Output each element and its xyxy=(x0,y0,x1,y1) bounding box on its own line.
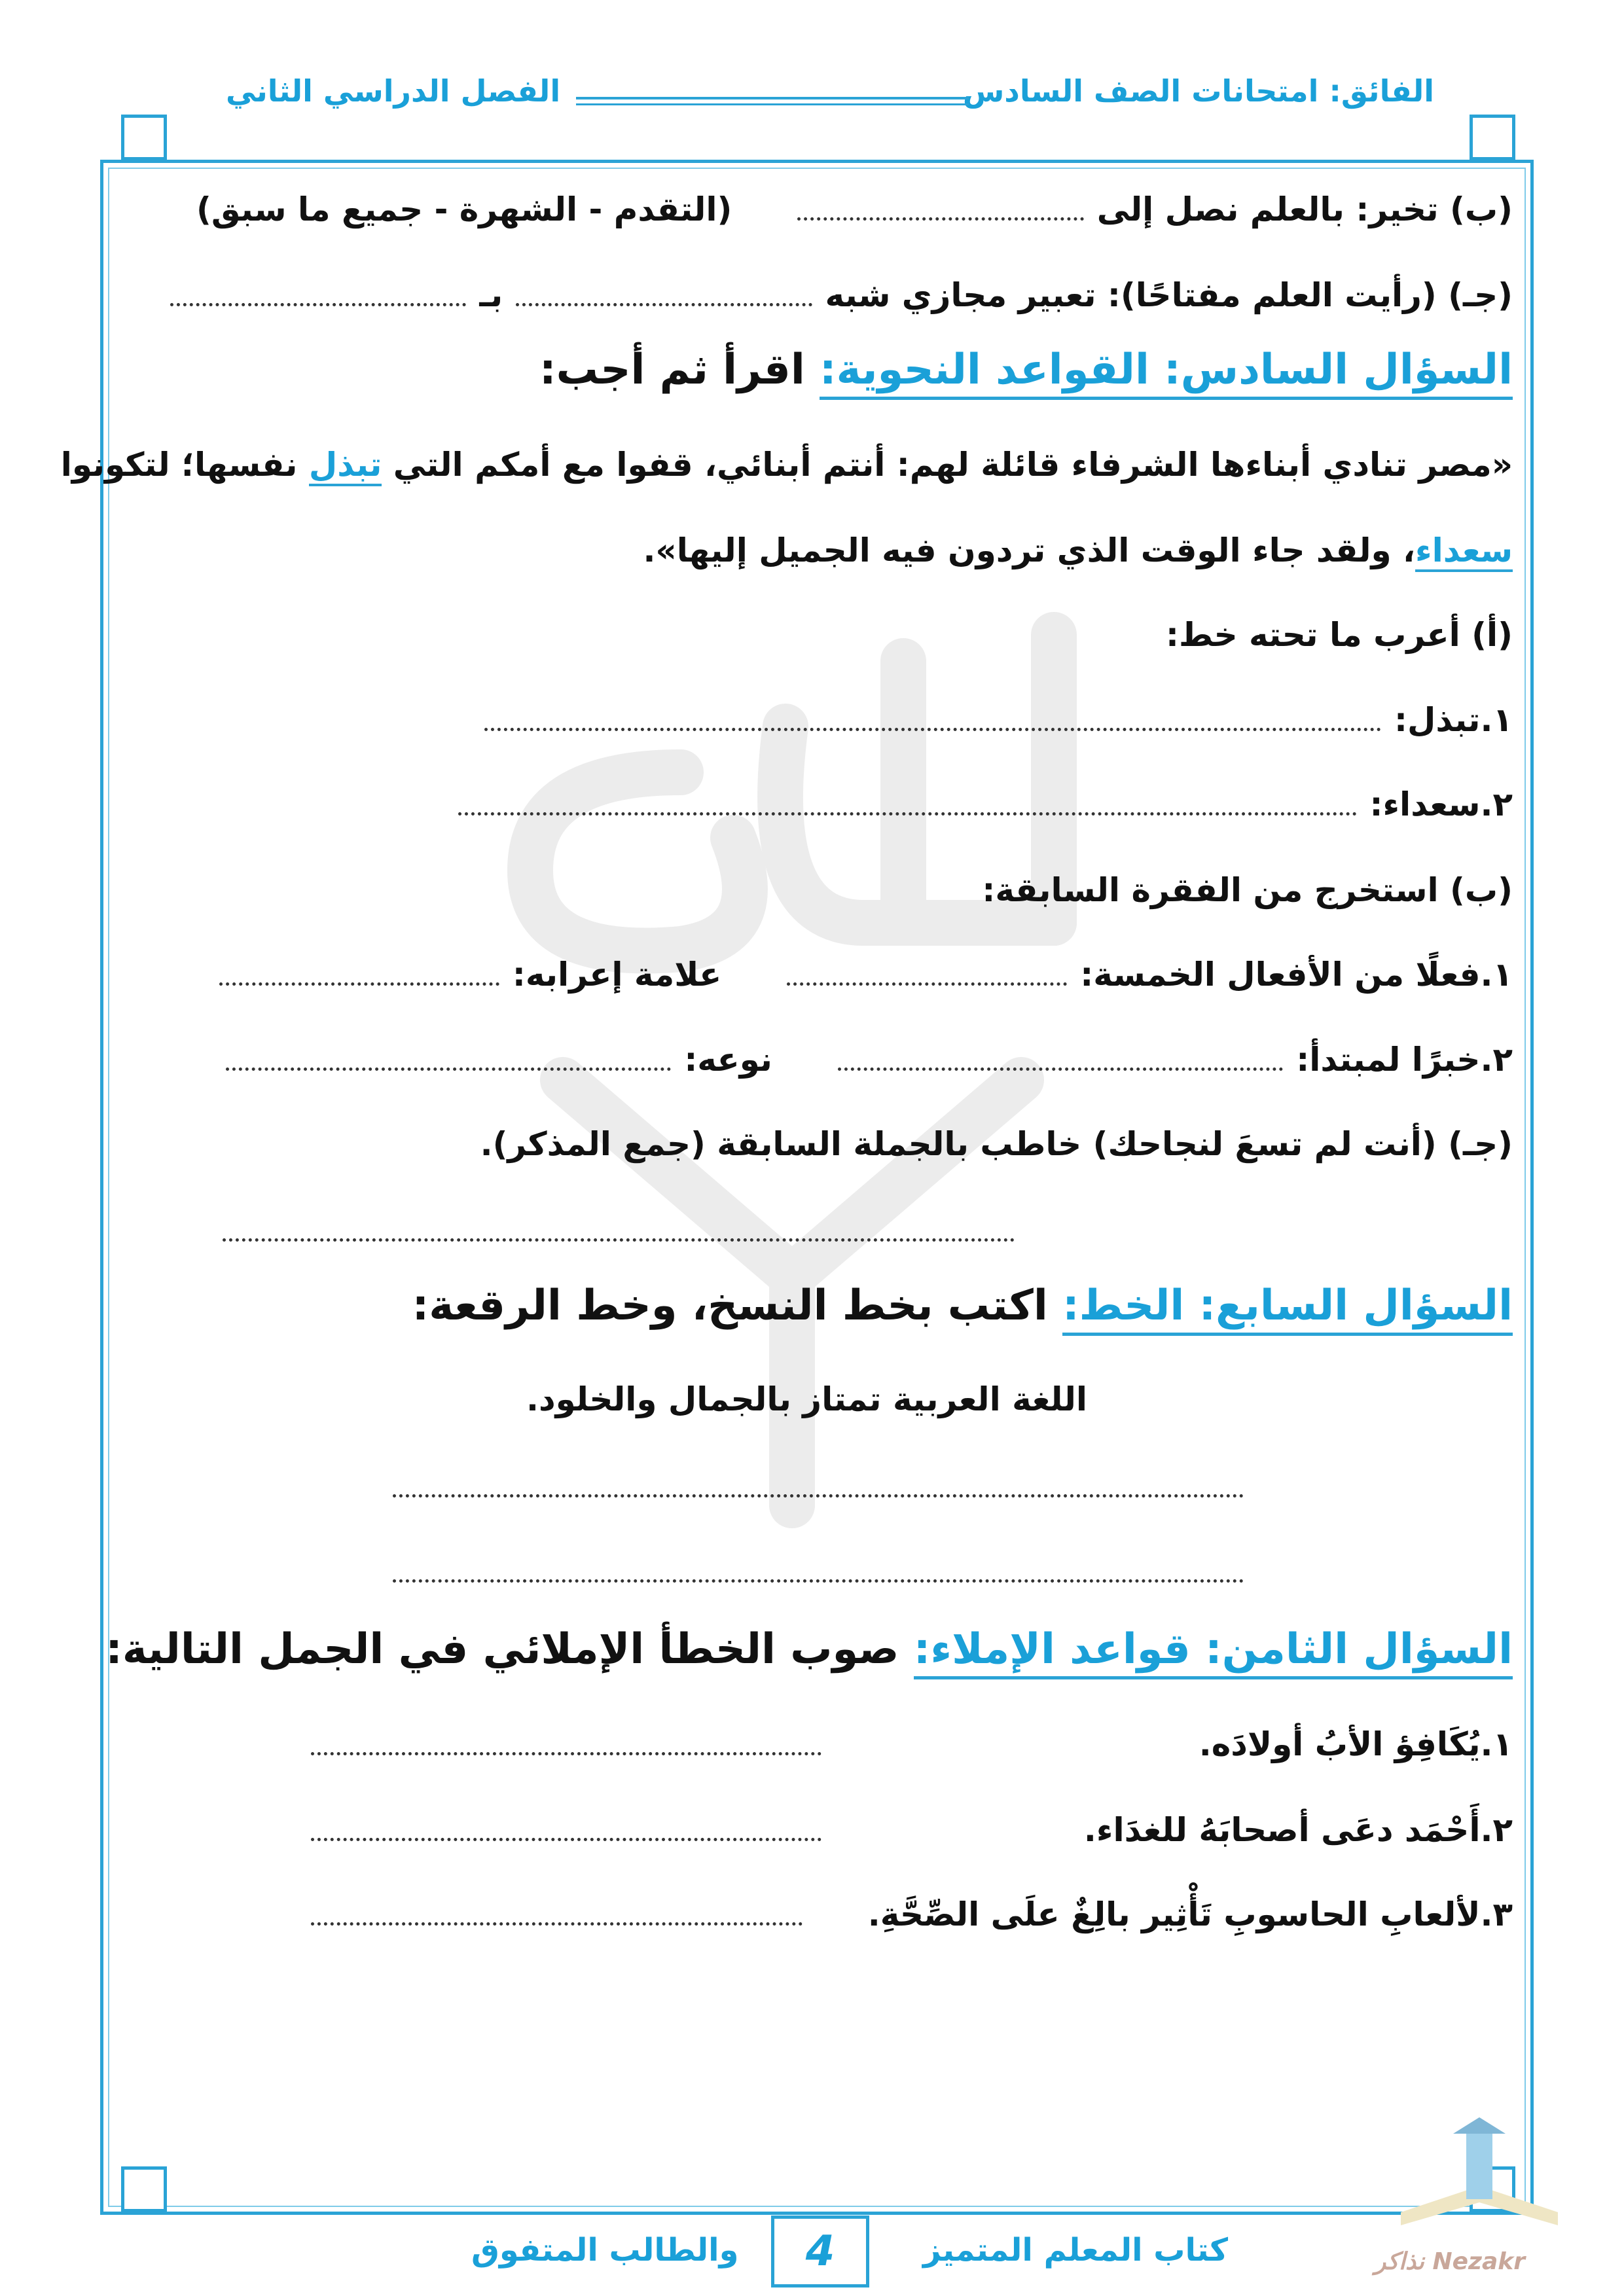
q7-instruction: اكتب بخط النسخ، وخط الرقعة: xyxy=(412,1282,1048,1330)
answer-blank[interactable] xyxy=(219,956,499,986)
footer-book-title: كتاب المعلم المتميز xyxy=(923,2232,1229,2269)
q8-heading xyxy=(105,1620,1513,1679)
part-b-item-2 xyxy=(226,1037,1513,1083)
part-b-item-1 xyxy=(219,952,1513,997)
question-text: (ب) تخير: بالعلم نصل إلى xyxy=(1096,190,1513,228)
answer-blank[interactable] xyxy=(393,1468,1244,1498)
part-a-item-1 xyxy=(484,697,1513,743)
q8-title: السؤال الثامن: قواعد الإملاء: xyxy=(914,1625,1513,1679)
answer-blank[interactable] xyxy=(226,1041,671,1071)
frame-corner xyxy=(121,115,167,160)
passage-line-1 xyxy=(61,442,1513,488)
part-a-item-2 xyxy=(458,781,1513,827)
answer-blank[interactable] xyxy=(787,956,1067,986)
answer-blank[interactable] xyxy=(311,1726,821,1755)
item-text: ١.يُكَافِؤ الأبُ أولادَه. xyxy=(1199,1725,1513,1763)
answer-blank[interactable] xyxy=(484,702,1381,731)
answer-blank[interactable] xyxy=(458,786,1357,816)
q8-item-3 xyxy=(311,1892,1513,1937)
item-label: ١.تبذل: xyxy=(1394,701,1513,739)
header-divider xyxy=(576,97,969,105)
answer-blank[interactable] xyxy=(516,277,812,306)
q6-heading xyxy=(539,340,1513,399)
answer-blank[interactable] xyxy=(838,1041,1283,1071)
question-text: (جـ) (رأيت العلم مفتاحًا): تعبير مجازي شبه xyxy=(825,276,1513,314)
answer-blank[interactable] xyxy=(393,1553,1244,1583)
item-text: ٣.لألعابِ الحاسوبِ تَأْثِير بالِغٌ علَى الصِّحَّةِ. xyxy=(867,1895,1513,1933)
passage-text: «مصر تنادي أبناءها الشرفاء قائلة لهم: أنتم أبنائي، قفوا مع أمكم التي xyxy=(393,446,1513,484)
q6-instruction: اقرأ ثم أجب: xyxy=(539,346,805,394)
q7-heading xyxy=(412,1276,1513,1335)
part-j: (جـ) (أنت لم تسعَ لنجاحك) خاطب بالجملة السابقة (جمع المذكر). xyxy=(480,1125,1513,1163)
answer-blank[interactable] xyxy=(797,191,1083,221)
q8-instruction: صوب الخطأ الإملائي في الجمل التالية: xyxy=(105,1625,899,1674)
question-b-choose xyxy=(196,187,1513,232)
question-text: بـ xyxy=(479,276,503,314)
answer-blank[interactable] xyxy=(311,1812,821,1841)
frame-corner xyxy=(1470,115,1515,160)
item-label: علامة إعرابه: xyxy=(512,956,722,994)
nezakr-book-logo-icon xyxy=(1388,2114,1571,2232)
answer-blank[interactable] xyxy=(170,277,466,306)
underlined-word: تبذل xyxy=(309,446,382,486)
passage-text: ، ولقد جاء الوقت الذي تردون فيه الجميل إليها». xyxy=(643,531,1416,569)
page-number: 4 xyxy=(771,2215,869,2287)
q7-sentence: اللغة العربية تمتاز بالجمال والخلود. xyxy=(526,1380,1087,1418)
header-term: الفصل الدراسي الثاني xyxy=(226,73,561,109)
q8-item-2 xyxy=(311,1807,1513,1853)
item-label: ٢.سعداء: xyxy=(1369,785,1513,823)
part-a-title: (أ) أعرب ما تحته خط: xyxy=(1166,616,1513,654)
q6-title: السؤال السادس: القواعد النحوية: xyxy=(820,346,1513,400)
footer-student: والطالب المتفوق xyxy=(471,2232,739,2269)
passage-line-2 xyxy=(643,528,1513,573)
question-j-metaphor xyxy=(170,272,1513,318)
header-title: الفائق: امتحانات الصف السادس xyxy=(962,73,1434,109)
answer-blank[interactable] xyxy=(311,1896,803,1926)
frame-corner xyxy=(121,2166,167,2212)
item-label: ٢.خبرًا لمبتدأ: xyxy=(1296,1041,1513,1079)
choices: (التقدم - الشهرة - جميع ما سبق) xyxy=(196,190,732,228)
item-label: نوعه: xyxy=(684,1041,772,1079)
q8-item-1 xyxy=(311,1721,1513,1767)
item-text: ٢.أَحْمَد دعَى أصحابَهُ للغدَاء. xyxy=(1083,1811,1513,1849)
part-b-title: (ب) استخرج من الفقرة السابقة: xyxy=(982,871,1513,909)
nezakr-logo-text: نذاكر Nezakr xyxy=(1375,2248,1525,2275)
answer-blank[interactable] xyxy=(223,1212,1015,1242)
passage-text: نفسها؛ لتكونوا xyxy=(60,446,298,484)
item-label: ١.فعلًا من الأفعال الخمسة: xyxy=(1080,956,1513,994)
underlined-word: سعداء xyxy=(1415,531,1513,572)
q7-title: السؤال السابع: الخط: xyxy=(1062,1282,1513,1336)
